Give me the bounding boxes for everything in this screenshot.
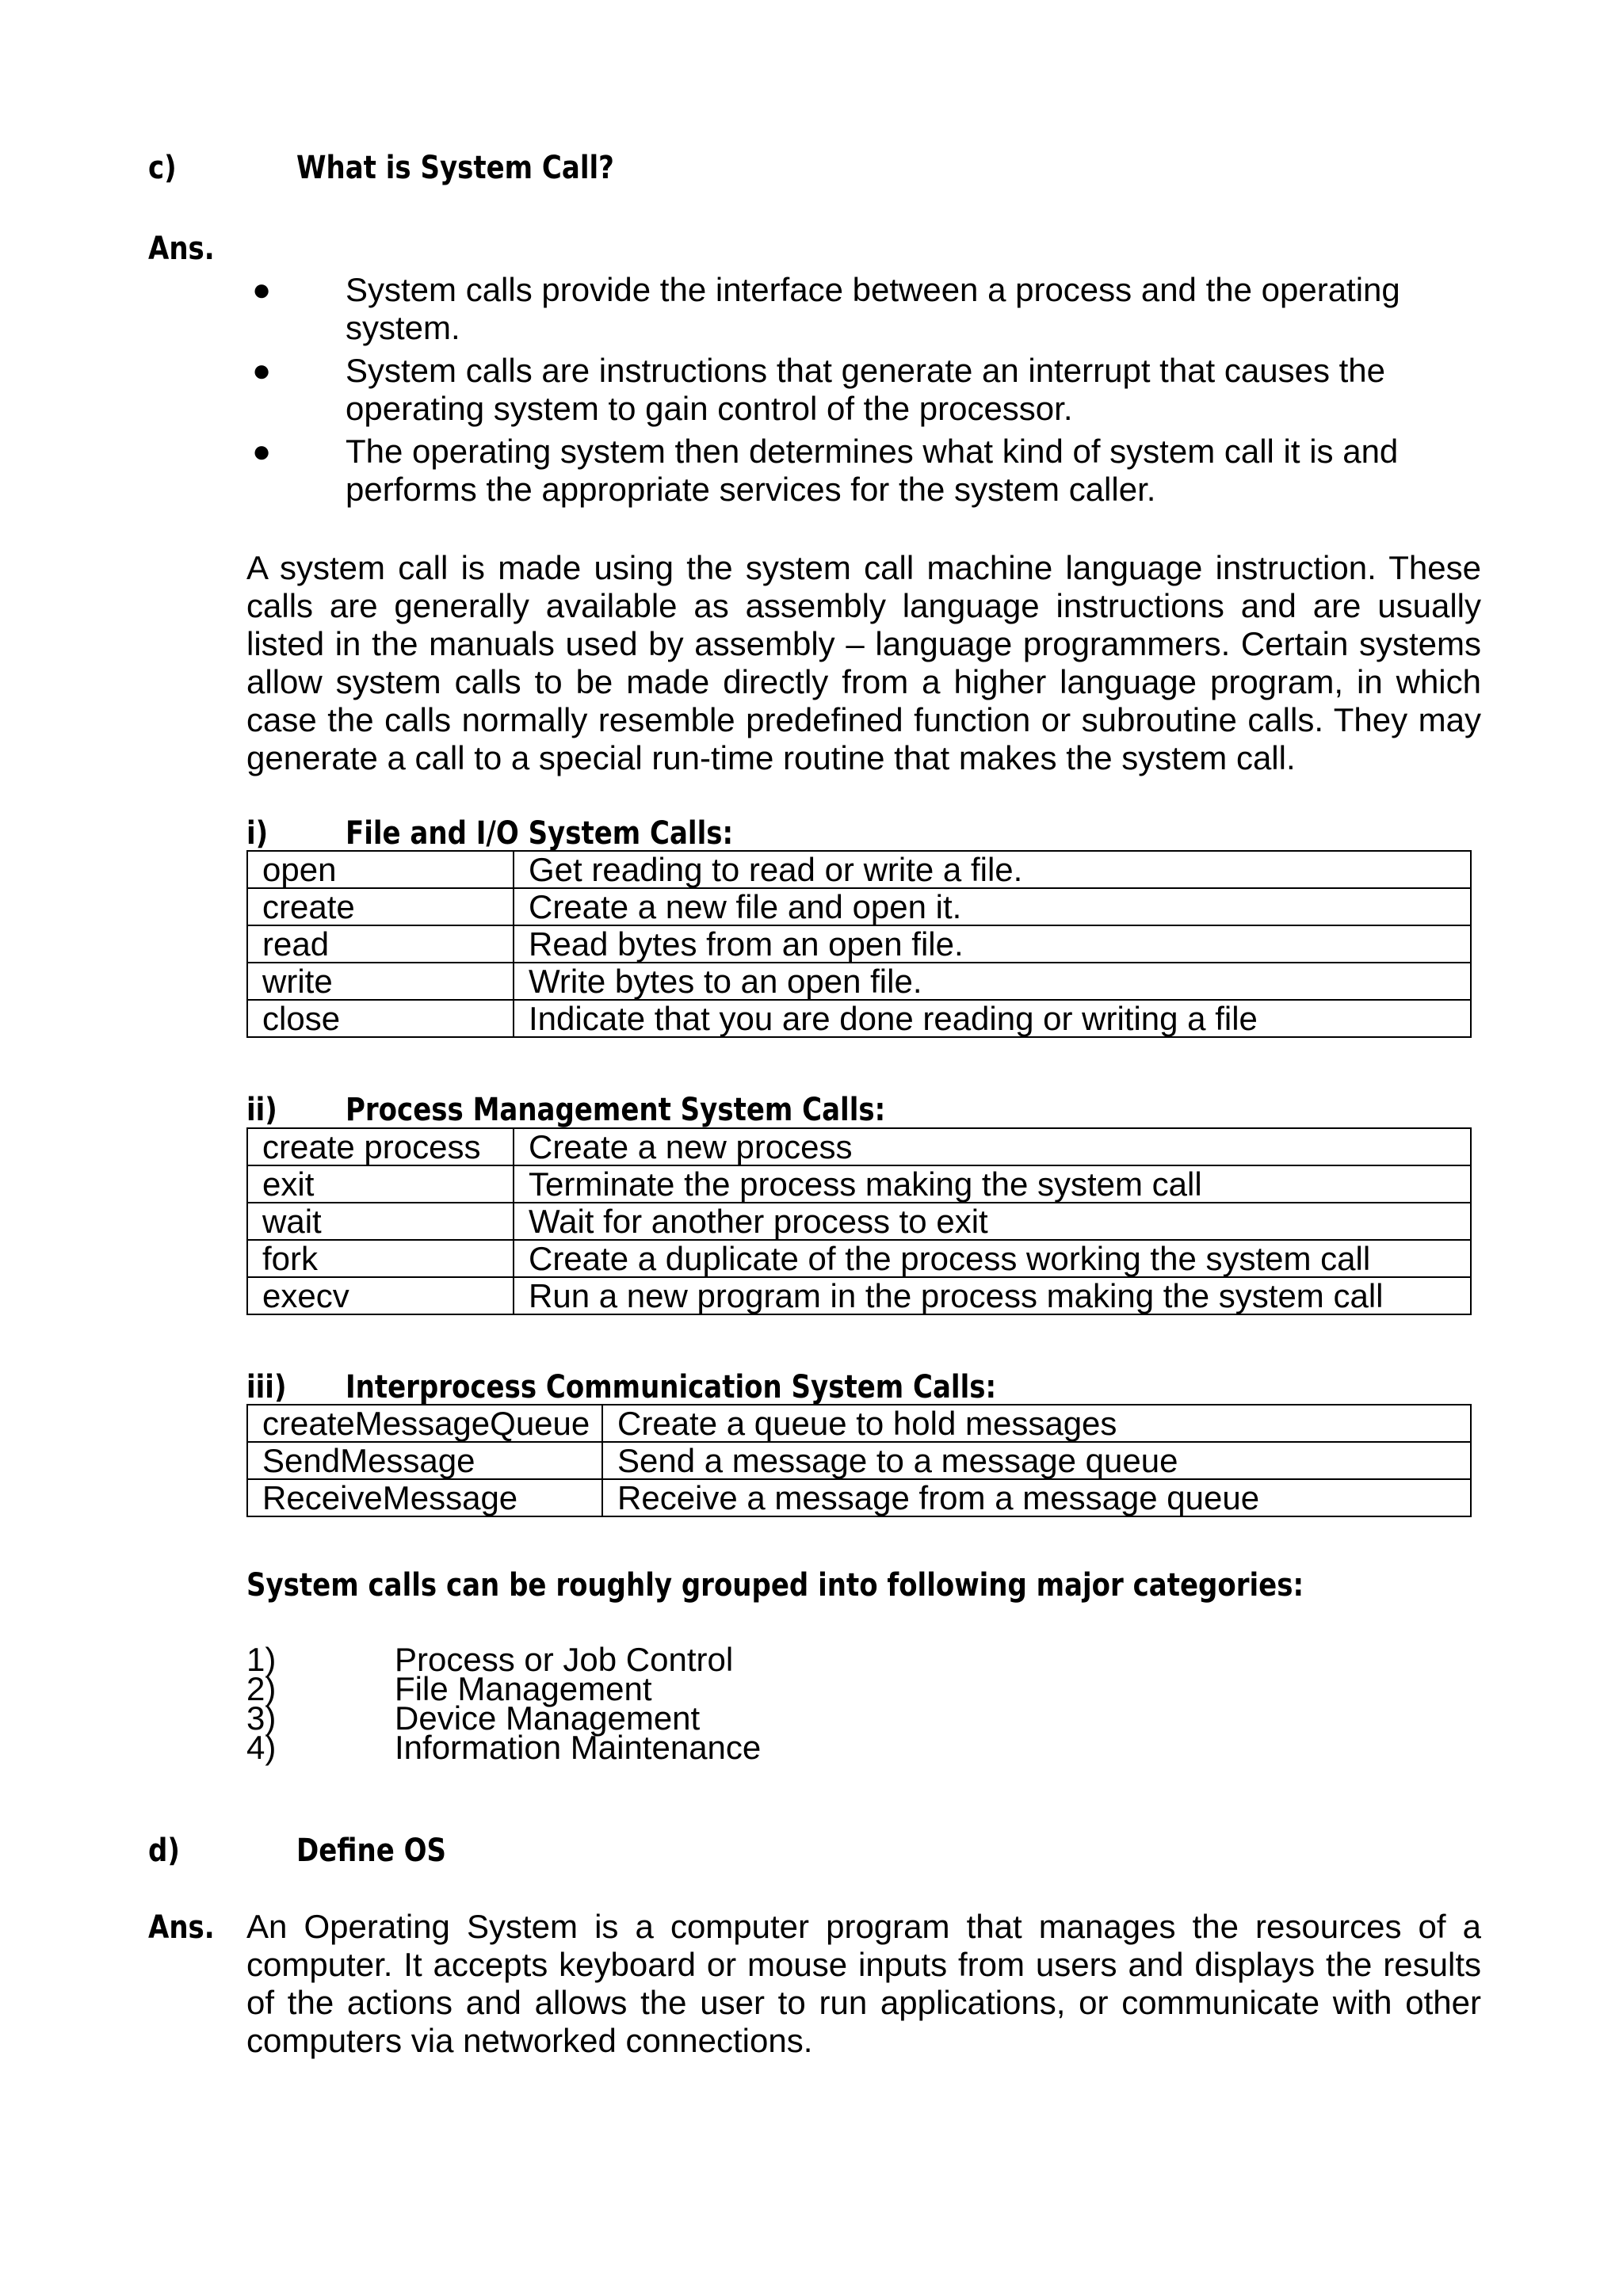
question-label-d: d) bbox=[148, 1833, 180, 1869]
call-name: createMessageQueue bbox=[247, 1405, 602, 1442]
call-description: Create a new file and open it. bbox=[514, 888, 1471, 925]
call-name: write bbox=[247, 963, 514, 1000]
list-item: ● The operating system then determines what kind of system call it is and performs the appropriate services for the system caller. bbox=[252, 433, 1399, 508]
item-text: Device Management bbox=[395, 1699, 701, 1737]
call-description: Get reading to read or write a file. bbox=[514, 851, 1471, 888]
table-row bbox=[247, 1000, 1471, 1037]
table-row bbox=[247, 1240, 1471, 1277]
file-io-calls-table bbox=[246, 850, 1472, 1038]
call-name: fork bbox=[247, 1240, 514, 1277]
categories-heading: System calls can be roughly grouped into following major categories: bbox=[246, 1567, 1304, 1604]
call-name: create process bbox=[247, 1128, 514, 1165]
call-description: Create a duplicate of the process working the system call bbox=[514, 1240, 1471, 1277]
bullet-icon: ● bbox=[252, 434, 272, 469]
call-name: close bbox=[247, 1000, 514, 1037]
question-title-c: What is System Call? bbox=[296, 150, 614, 186]
call-name: SendMessage bbox=[247, 1442, 602, 1479]
table-row bbox=[247, 851, 1471, 888]
table-row bbox=[247, 1479, 1471, 1516]
call-name: execv bbox=[247, 1277, 514, 1314]
question-title-d: Define OS bbox=[296, 1833, 446, 1869]
os-definition-paragraph: An Operating System is a computer program that manages the resources of a computer. It accepts keyboard or mouse inputs from users and displays the results of the actions and allows the user to run applications, or communicate with other computers via networked connections. bbox=[246, 1908, 1481, 2059]
call-description: Read bytes from an open file. bbox=[514, 925, 1471, 963]
table-row bbox=[247, 925, 1471, 963]
bullet-list bbox=[252, 271, 1471, 509]
answer-label-d: Ans. bbox=[148, 1909, 215, 1946]
call-description: Write bytes to an open file. bbox=[514, 963, 1471, 1000]
call-description: Run a new program in the process making the system call bbox=[514, 1277, 1471, 1314]
table-row bbox=[247, 1405, 1471, 1442]
table-number: iii) bbox=[246, 1369, 287, 1405]
item-number: 3) bbox=[246, 1699, 277, 1737]
ipc-calls-table bbox=[246, 1404, 1472, 1517]
call-description: Wait for another process to exit bbox=[514, 1203, 1471, 1240]
call-name: ReceiveMessage bbox=[247, 1479, 602, 1516]
table-row bbox=[247, 1165, 1471, 1203]
question-label-c: c) bbox=[148, 150, 177, 186]
answer-label-c: Ans. bbox=[148, 231, 215, 267]
table-heading: File and I/O System Calls: bbox=[346, 815, 734, 852]
system-call-paragraph: A system call is made using the system call machine language instruction. These calls are generally available as assembly language instructions and are usually listed in the manuals used by assembly – language programmers. Certain systems allow system calls to be made directly from a higher language program, in which case the calls normally resemble predefined function or subroutine calls. They may generate a call to a special run-time routine that makes the system call. bbox=[246, 549, 1481, 776]
table-row bbox=[247, 963, 1471, 1000]
table-row bbox=[247, 1203, 1471, 1240]
item-text: Process or Job Control bbox=[395, 1641, 734, 1678]
table-heading: Interprocess Communication System Calls: bbox=[346, 1369, 997, 1405]
call-name: exit bbox=[247, 1165, 514, 1203]
item-text: Information Maintenance bbox=[395, 1729, 762, 1766]
call-name: read bbox=[247, 925, 514, 963]
item-number: 1) bbox=[246, 1641, 277, 1678]
item-text: File Management bbox=[395, 1670, 652, 1707]
call-name: create bbox=[247, 888, 514, 925]
list-item: ● System calls are instructions that generate an interrupt that causes the operating system to gain control of the processor. bbox=[252, 352, 1386, 427]
call-description: Terminate the process making the system call bbox=[514, 1165, 1471, 1203]
call-name: open bbox=[247, 851, 514, 888]
list-item: ● System calls provide the interface between a process and the operating system. bbox=[252, 271, 1400, 346]
table-row bbox=[247, 1128, 1471, 1165]
call-description: Send a message to a message queue bbox=[602, 1442, 1471, 1479]
call-description: Create a new process bbox=[514, 1128, 1471, 1165]
list-item bbox=[246, 1729, 762, 1766]
item-number: 4) bbox=[246, 1729, 277, 1766]
call-description: Receive a message from a message queue bbox=[602, 1479, 1471, 1516]
table-row bbox=[247, 888, 1471, 925]
item-number: 2) bbox=[246, 1670, 277, 1707]
call-name: wait bbox=[247, 1203, 514, 1240]
call-description: Indicate that you are done reading or writing a file bbox=[514, 1000, 1471, 1037]
call-description: Create a queue to hold messages bbox=[602, 1405, 1471, 1442]
table-heading: Process Management System Calls: bbox=[346, 1092, 886, 1128]
table-number: i) bbox=[246, 815, 269, 852]
bullet-icon: ● bbox=[252, 273, 272, 307]
table-row bbox=[247, 1442, 1471, 1479]
process-management-calls-table bbox=[246, 1127, 1472, 1315]
table-row bbox=[247, 1277, 1471, 1314]
bullet-icon: ● bbox=[252, 353, 272, 388]
table-number: ii) bbox=[246, 1092, 277, 1128]
